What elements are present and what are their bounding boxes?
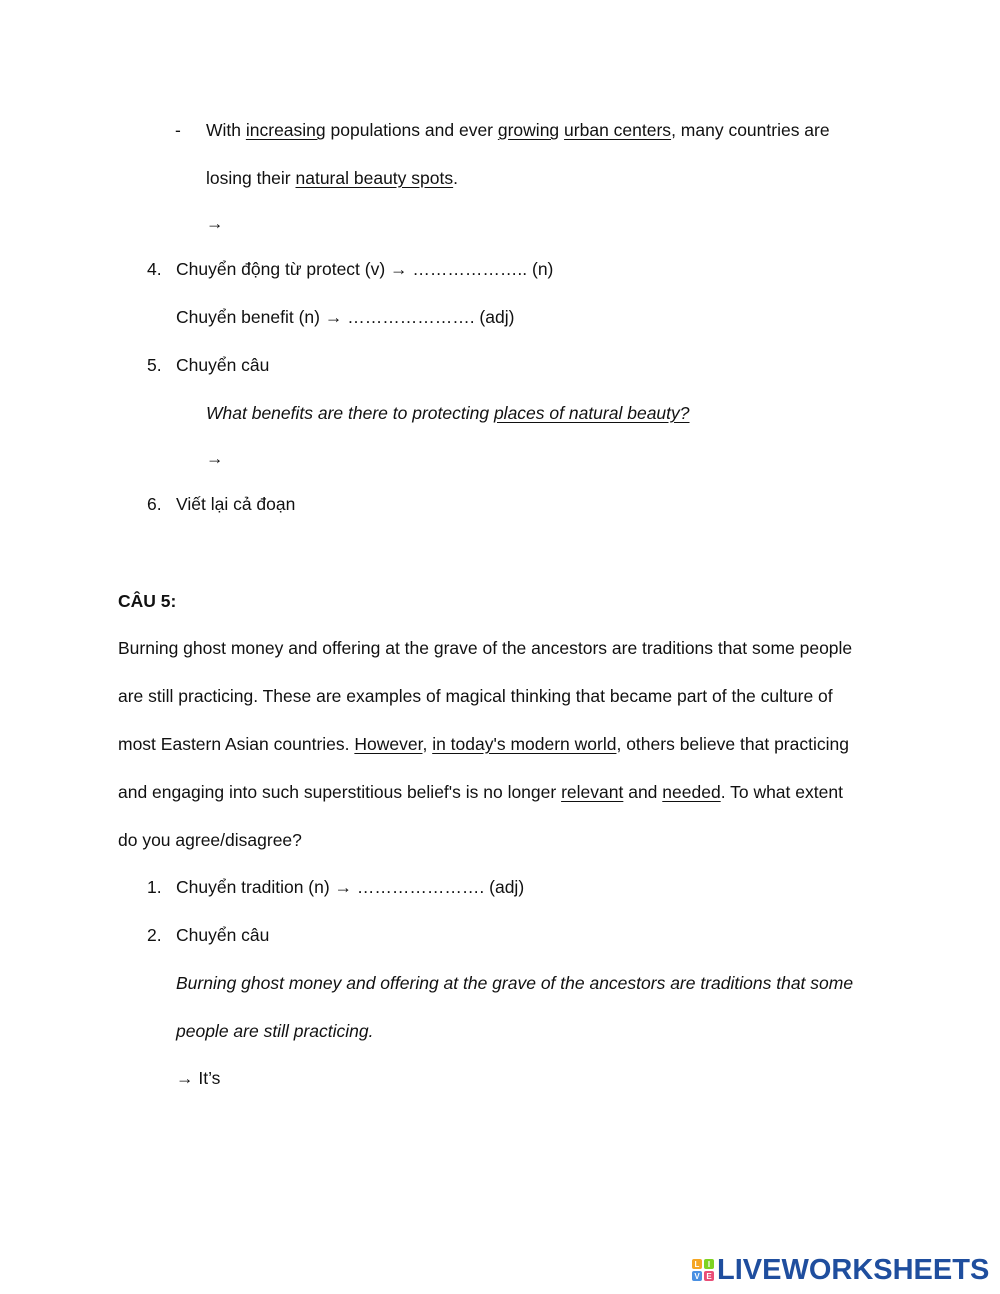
- paragraph-line: [118, 781, 843, 803]
- item2-label: Chuyển câu: [176, 925, 270, 945]
- list-number: 1.: [147, 877, 162, 897]
- logo-brand-text: LIVEWORKSHEETS: [717, 1253, 990, 1286]
- underlined-word: needed: [662, 782, 721, 802]
- item2-answer: → It’s: [176, 1068, 221, 1088]
- underlined-word: However: [354, 734, 423, 754]
- underlined-word: increasing: [245, 120, 326, 140]
- item2-sentence-line2: people are still practicing.: [176, 1021, 374, 1041]
- section-heading: CÂU 5:: [118, 591, 177, 611]
- list-number: 2.: [147, 925, 162, 945]
- bullet-sentence-line2: [206, 167, 458, 189]
- text: With: [206, 120, 246, 140]
- underlined-phrase: in today's modern world: [432, 734, 617, 754]
- underlined-word: relevant: [561, 782, 624, 802]
- badge-letter: E: [704, 1271, 714, 1281]
- text: What benefits are there to protecting: [206, 403, 494, 423]
- item4-line1: Chuyển động từ protect (v) → ……………….. (n): [176, 259, 554, 279]
- paragraph-line: are still practicing. These are examples of magical thinking that became part of the culture of: [118, 686, 833, 706]
- text: and engaging into such superstitious belief's is no longer: [118, 782, 562, 802]
- underlined-word: urban centers: [564, 120, 672, 140]
- list-number: 4.: [147, 259, 162, 279]
- badge-letter: L: [692, 1259, 702, 1269]
- text: . To what extent: [720, 782, 843, 802]
- text: .: [453, 168, 458, 188]
- text: losing their: [206, 168, 296, 188]
- text: populations and ever: [325, 120, 498, 140]
- item2-sentence-line1: Burning ghost money and offering at the grave of the ancestors are traditions that some: [176, 973, 854, 993]
- list-number: 6.: [147, 494, 162, 514]
- underlined-word: growing: [497, 120, 560, 140]
- item4-line2: Chuyển benefit (n) → …………………. (adj): [176, 307, 515, 327]
- answer-arrow: →: [206, 213, 224, 233]
- badge-letter: V: [692, 1271, 702, 1281]
- underlined-phrase: places of natural beauty?: [493, 403, 690, 423]
- underlined-word: natural beauty spots: [295, 168, 454, 188]
- item1-text: Chuyển tradition (n) → …………………. (adj): [176, 877, 525, 897]
- text: most Eastern Asian countries.: [118, 734, 355, 754]
- item5-sentence: [206, 402, 690, 424]
- liveworksheets-logo: [692, 1253, 989, 1287]
- bullet-dash: -: [175, 120, 181, 140]
- paragraph-line: [118, 733, 849, 755]
- item5-label: Chuyển câu: [176, 355, 270, 375]
- bullet-sentence-line1: [206, 119, 830, 141]
- paragraph-line: Burning ghost money and offering at the grave of the ancestors are traditions that some people: [118, 638, 853, 658]
- text: , others believe that practicing: [616, 734, 849, 754]
- item6-label: Viết lại cả đoạn: [176, 494, 296, 514]
- badge-letter: I: [704, 1259, 714, 1269]
- list-number: 5.: [147, 355, 162, 375]
- text: , many countries are: [671, 120, 830, 140]
- text: and: [623, 782, 663, 802]
- text: ,: [422, 734, 433, 754]
- paragraph-line: do you agree/disagree?: [118, 830, 302, 850]
- logo-badge-icon: [692, 1259, 714, 1281]
- answer-arrow: →: [206, 448, 224, 468]
